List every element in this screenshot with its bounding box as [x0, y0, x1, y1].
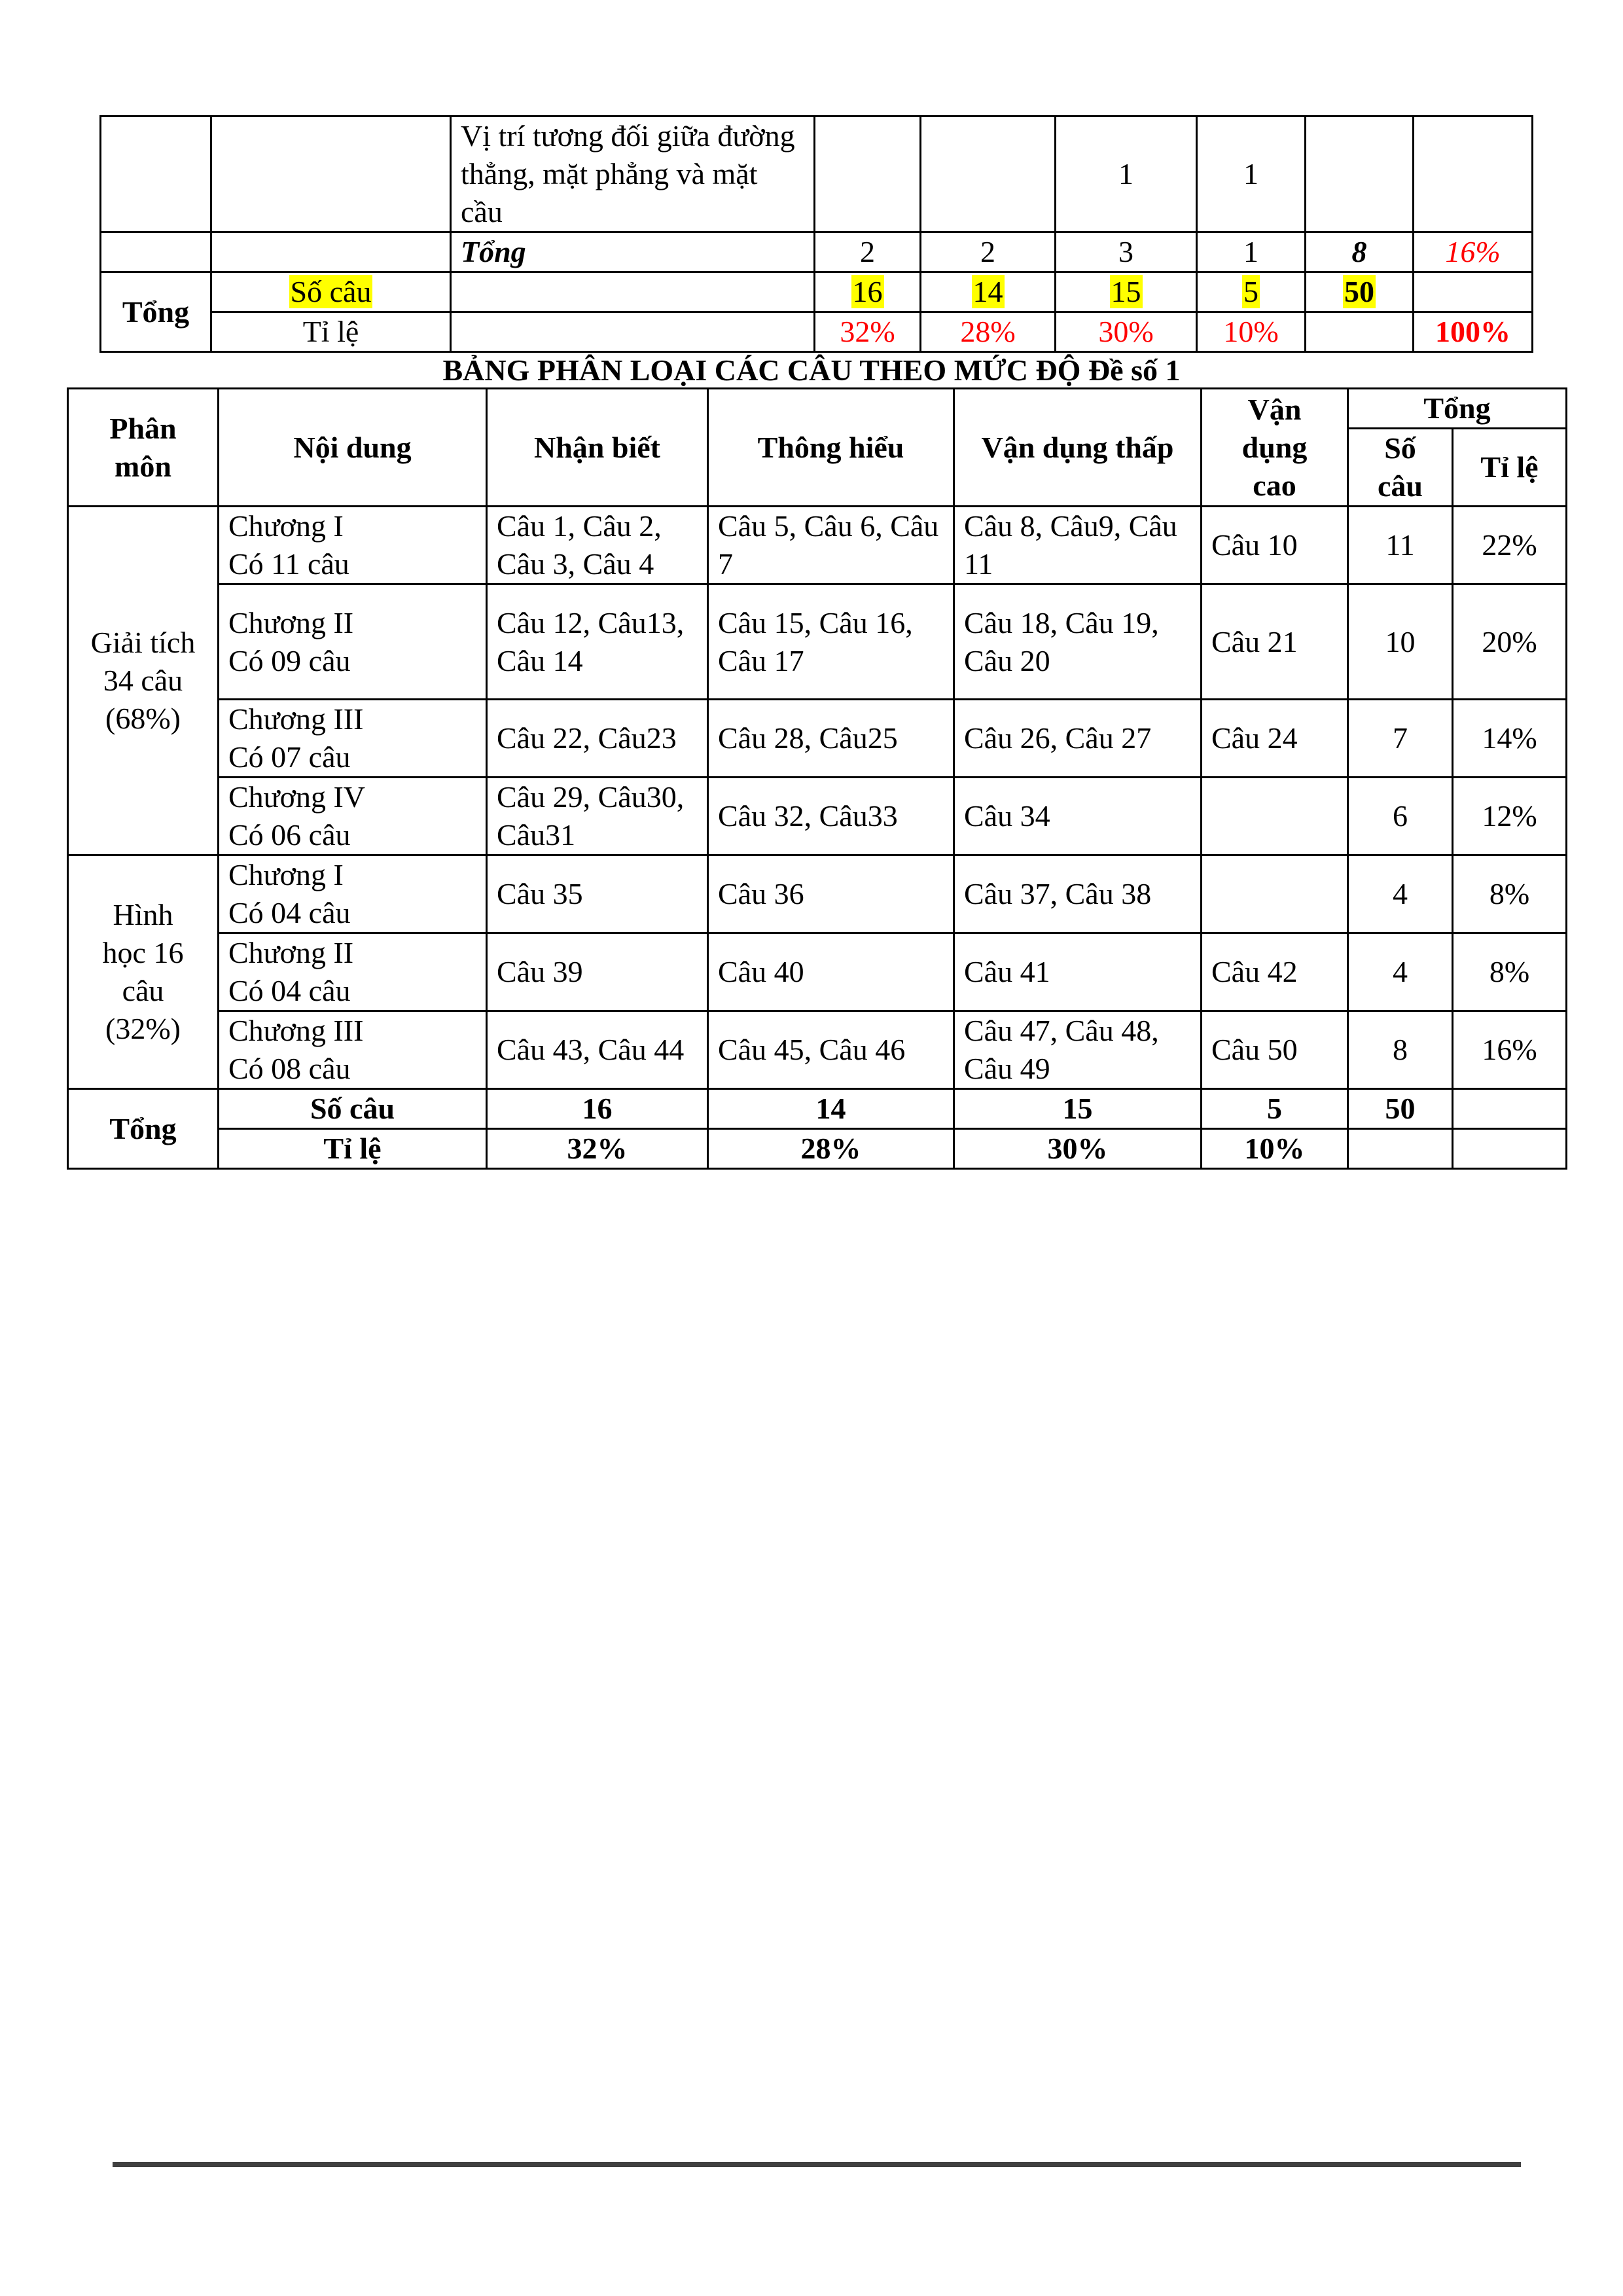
table-row: Chương IV Có 06 câu Câu 29, Câu30, Câu31 Câu 32, Câu33 Câu 34 6 12%	[68, 778, 1567, 855]
subtotal-row: Tổng 2 2 3 1 8 16%	[101, 232, 1533, 272]
total-ti-le-row: Tỉ lệ 32% 28% 30% 10%	[68, 1129, 1567, 1169]
header-noi-dung: Nội dung	[219, 389, 487, 507]
chapter-cell: Chương IV Có 06 câu	[219, 778, 487, 855]
table-row: Chương II Có 09 câu Câu 12, Câu13, Câu 14 Câu 15, Câu 16, Câu 17 Câu 18, Câu 19, Câu 20 Câu 21 10 20%	[68, 584, 1567, 700]
top-ti-le-row: Tỉ lệ 32% 28% 30% 10% 100%	[101, 312, 1533, 352]
header-nhan-biet: Nhận biết	[487, 389, 708, 507]
total-so-cau-row: Tổng Số câu 16 14 15 5 50	[68, 1089, 1567, 1129]
table-row: Hình học 16 câu (32%) Chương I Có 04 câu Câu 35 Câu 36 Câu 37, Câu 38 4 8%	[68, 855, 1567, 933]
summary-table-top	[99, 115, 1533, 353]
table-row: Chương III Có 08 câu Câu 43, Câu 44 Câu 45, Câu 46 Câu 47, Câu 48, Câu 49 Câu 50 8 16%	[68, 1011, 1567, 1089]
top-ti-le-label: Tỉ lệ	[211, 312, 451, 352]
header-phan-mon: Phân môn	[68, 389, 219, 507]
header-tong: Tổng	[1348, 389, 1567, 429]
top-so-cau-label: Số câu	[290, 275, 372, 308]
header-row	[68, 389, 1567, 429]
chapter-cell: Chương III Có 07 câu	[219, 700, 487, 778]
chapter-cell: Chương I Có 11 câu	[219, 507, 487, 584]
table-title: BẢNG PHÂN LOẠI CÁC CÂU THEO MỨC ĐỘ Đề số 1	[442, 353, 1181, 387]
top-so-cau-row: Tổng Số câu 16 14 15 5 50	[101, 272, 1533, 312]
group-giai-tich: Giải tích 34 câu (68%)	[68, 507, 219, 855]
chapter-cell: Chương II Có 04 câu	[219, 933, 487, 1011]
header-van-dung-cao: Vận dụng cao	[1202, 389, 1348, 507]
total-ti-le-label: Tỉ lệ	[219, 1129, 487, 1169]
topic-cell: Vị trí tương đối giữa đường thẳng, mặt phẳng và mặt cầu	[451, 117, 815, 232]
header-so-cau: Số câu	[1348, 429, 1453, 507]
table-row: Chương II Có 04 câu Câu 39 Câu 40 Câu 41 Câu 42 4 8%	[68, 933, 1567, 1011]
table-row: Chương III Có 07 câu Câu 22, Câu23 Câu 28, Câu25 Câu 26, Câu 27 Câu 24 7 14%	[68, 700, 1567, 778]
subtotal-label: Tổng	[451, 232, 815, 272]
classification-table	[67, 387, 1567, 1170]
total-label: Tổng	[68, 1089, 219, 1169]
top-total-label: Tổng	[101, 272, 211, 352]
footer-divider	[113, 2162, 1521, 2167]
table-row: Giải tích 34 câu (68%) Chương I Có 11 câu Câu 1, Câu 2, Câu 3, Câu 4 Câu 5, Câu 6, Câu 7 Câu 8, Câu9, Câu 11 Câu 10 11 22%	[68, 507, 1567, 584]
chapter-cell: Chương III Có 08 câu	[219, 1011, 487, 1089]
header-thong-hieu: Thông hiểu	[708, 389, 954, 507]
chapter-cell: Chương II Có 09 câu	[219, 584, 487, 700]
topic-row: Vị trí tương đối giữa đường thẳng, mặt phẳng và mặt cầu 1 1	[101, 117, 1533, 232]
header-ti-le: Tỉ lệ	[1453, 429, 1567, 507]
chapter-cell: Chương I Có 04 câu	[219, 855, 487, 933]
total-so-cau-label: Số câu	[219, 1089, 487, 1129]
header-van-dung-thap: Vận dụng thấp	[954, 389, 1202, 507]
group-hinh-hoc: Hình học 16 câu (32%)	[68, 855, 219, 1089]
